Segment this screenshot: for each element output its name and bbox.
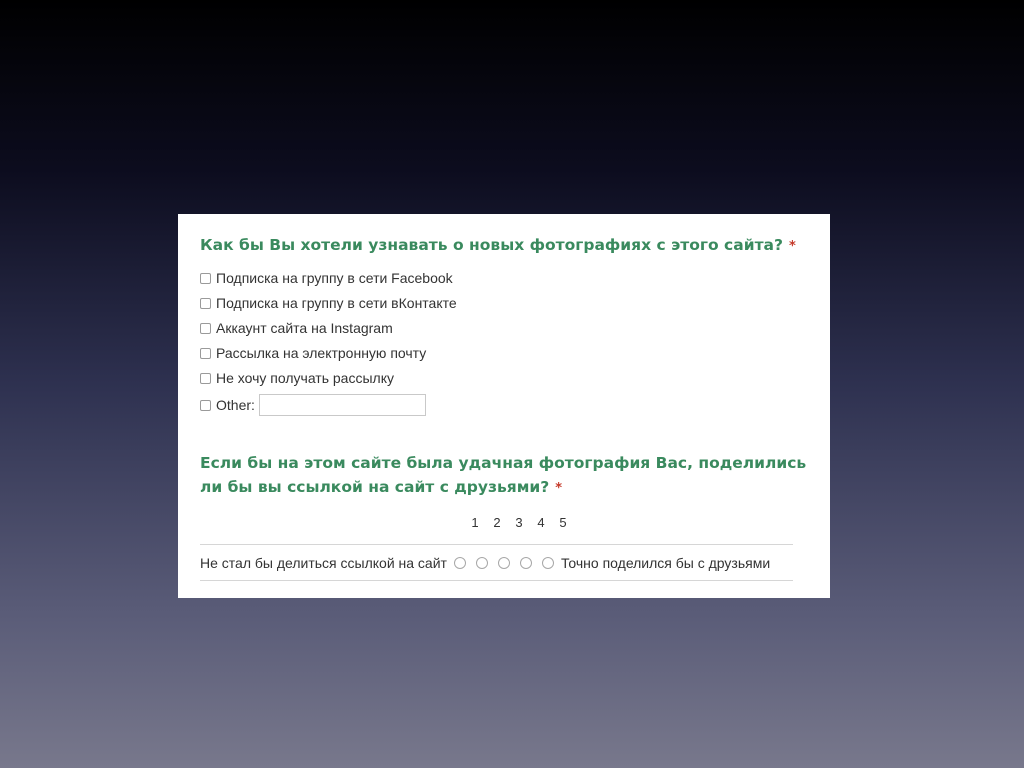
scale-number-2: 2 [493, 515, 501, 530]
required-mark: * [789, 239, 796, 254]
scale-divider-top [200, 544, 793, 545]
radio-3[interactable] [498, 557, 510, 569]
radio-1[interactable] [454, 557, 466, 569]
question-2-title [200, 451, 810, 501]
rating-radios [449, 557, 559, 569]
scale-number-3: 3 [515, 515, 523, 530]
scale-low-label: Не стал бы делиться ссылкой на сайт [200, 555, 447, 571]
option-label: Рассылка на электронную почту [216, 345, 427, 361]
scale-number-5: 5 [559, 515, 567, 530]
checkbox-instagram[interactable] [200, 323, 211, 334]
option-instagram[interactable] [200, 318, 393, 338]
scale-high-label: Точно поделился бы с друзьями [560, 555, 771, 571]
radio-5[interactable] [542, 557, 554, 569]
question-2-text: Если бы на этом сайте была удачная фотография Вас, поделились ли бы вы ссылкой на сайт с друзьями? [200, 454, 807, 496]
option-other[interactable] [200, 395, 426, 415]
survey-form [178, 214, 830, 598]
checkbox-facebook[interactable] [200, 273, 211, 284]
checkbox-no-mailing[interactable] [200, 373, 211, 384]
option-label: Аккаунт сайта на Instagram [216, 320, 393, 336]
other-label: Other: [216, 397, 255, 413]
scale-number-4: 4 [537, 515, 545, 530]
option-label: Подписка на группу в сети вКонтакте [216, 295, 457, 311]
scale-numbers [464, 515, 574, 530]
other-input[interactable] [259, 394, 426, 416]
rating-scale-row [200, 553, 770, 573]
checkbox-email[interactable] [200, 348, 211, 359]
required-mark: * [555, 481, 563, 496]
radio-2[interactable] [476, 557, 488, 569]
option-email[interactable] [200, 343, 426, 363]
option-no-mailing[interactable] [200, 368, 394, 388]
checkbox-vkontakte[interactable] [200, 298, 211, 309]
radio-4[interactable] [520, 557, 532, 569]
question-1-title [200, 233, 810, 259]
scale-divider-bottom [200, 580, 793, 581]
option-facebook[interactable] [200, 268, 453, 288]
option-label: Подписка на группу в сети Facebook [216, 270, 453, 286]
question-1-text: Как бы Вы хотели узнавать о новых фотографиях с этого сайта? [200, 236, 783, 254]
option-vkontakte[interactable] [200, 293, 457, 313]
option-label: Не хочу получать рассылку [216, 370, 394, 386]
scale-number-1: 1 [471, 515, 479, 530]
checkbox-other[interactable] [200, 400, 211, 411]
